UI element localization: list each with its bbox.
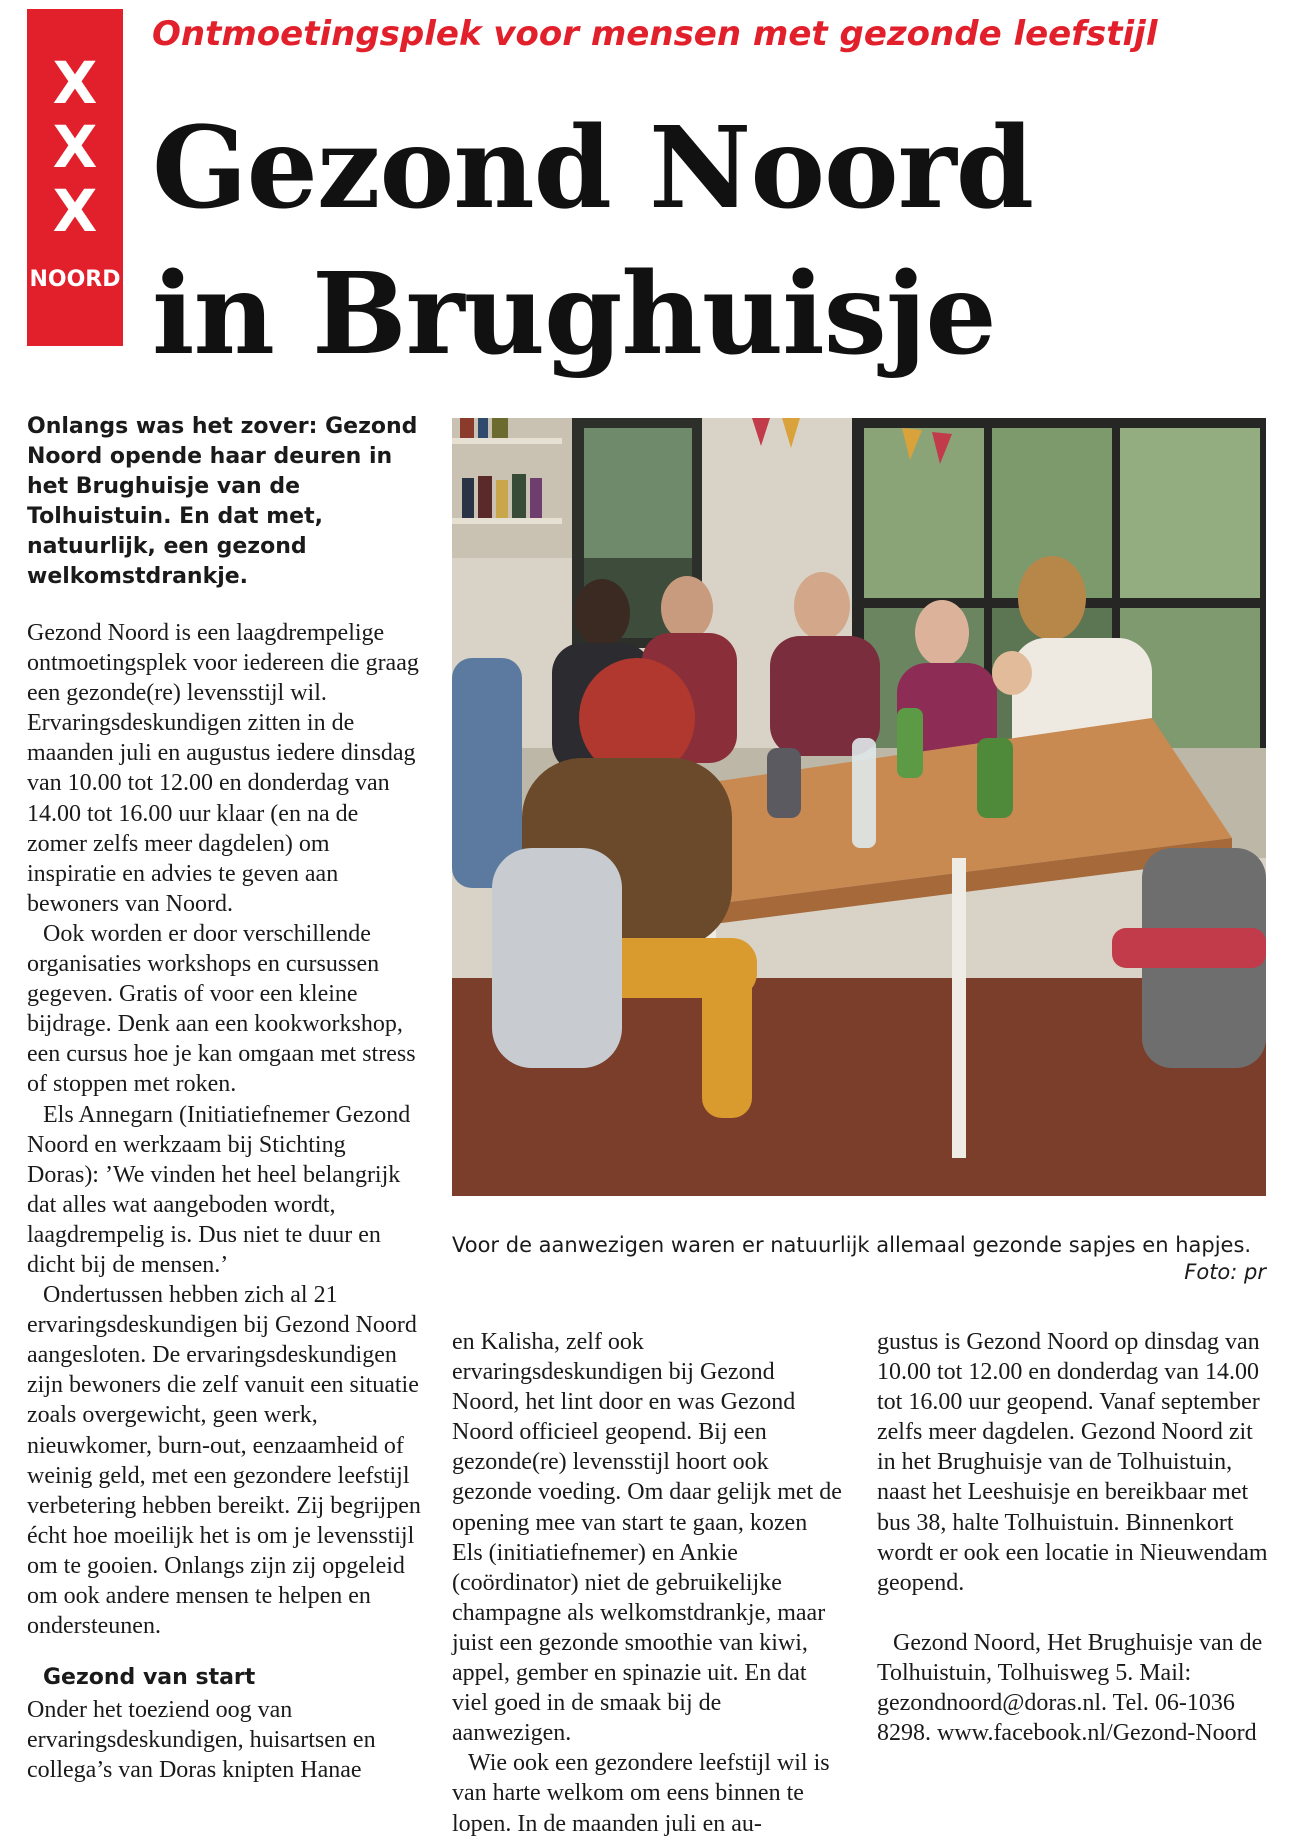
- article-column-3: [877, 1327, 1272, 1748]
- photo-credit: Foto: pr: [1184, 1260, 1266, 1284]
- logo-noord-label: NOORD: [29, 267, 121, 292]
- body-paragraph: Wie ook een gezondere leefstijl wil is van harte welkom om eens binnen te lopen. In de maanden juli en au-: [452, 1750, 830, 1837]
- headline: [152, 96, 1033, 388]
- logo-x-1: X: [52, 49, 98, 117]
- body-paragraph: Els Annegarn (Initiatiefnemer Gezond Noord en werkzaam bij Stichting Doras): ’We vinden het heel belangrijk dat alles wat aangeboden wordt, laagdrempelig is. Dus niet te duur en dicht bij de mensen.’: [27, 1101, 411, 1278]
- body-paragraph: en Kalisha, zelf ook ervaringsdeskundigen bij Gezond Noord, het lint door en was Gezond Noord officieel geopend. Bij een gezonde(re) levensstijl hoort ook gezonde voeding. Om daar gelijk met de opening mee van start te gaan, kozen Els (initiatiefnemer) en Ankie (coördinator) niet de gebruikelijke champagne als welkomstdrankje, maar juist een gezonde smoothie van kiwi, appel, gember en spinazie uit. En dat viel goed in de smaak bij de aanwezigen.: [452, 1329, 842, 1747]
- body-paragraph: gustus is Gezond Noord op dinsdag van 10.00 tot 12.00 en donderdag van 14.00 tot 16.00 uur geopend. Vanaf september zelfs meer dagdelen. Gezond Noord zit in het Brughuisje van de Tolhuistuin, naast het Leeshuisje en bereikbaar met bus 38, halte Tolhuistuin. Binnenkort wordt er ook een locatie in Nieuwendam geopend.: [877, 1329, 1268, 1596]
- body-paragraph: Ook worden er door verschillende organisaties workshops en cursussen gegeven. Gratis of voor een kleine bijdrage. Denk aan een kookworkshop, een cursus hoe je kan omgaan met stress of stoppen met roken.: [27, 920, 416, 1098]
- article-photo: [452, 418, 1266, 1196]
- photo-caption: Voor de aanwezigen waren er natuurlijk allemaal gezonde sapjes en hapjes.: [452, 1233, 1252, 1257]
- lead-paragraph: Onlangs was het zover: Gezond Noord opende haar deuren in het Brughuisje van de Tolhuistuin. En dat met, natuurlijk, een gezond welkomstdrankje.: [27, 414, 418, 589]
- xxx-noord-logo: [27, 9, 123, 346]
- article-column-2: [452, 1327, 842, 1839]
- kicker: Ontmoetingsplek voor mensen met gezonde leefstijl: [152, 14, 1158, 54]
- logo-x-3: X: [52, 177, 98, 245]
- body-paragraph: Onder het toeziend oog van ervaringsdeskundigen, huisartsen en collega’s van Doras knipten Hanae: [27, 1697, 376, 1784]
- body-paragraph: Gezond Noord is een laagdrempelige ontmoetingsplek voor iedereen die graag een gezonde(re) levensstijl wil. Ervaringsdeskundigen zitten in de maanden juli en augustus iedere dinsdag van 10.00 tot 12.00 en donderdag van 14.00 tot 16.00 uur klaar (en na de zomer zelfs meer dagdelen) om inspiratie en advies te geven aan bewoners van Noord.: [27, 620, 419, 917]
- photo-illustration: [452, 418, 1266, 1196]
- subheading: Gezond van start: [43, 1665, 256, 1691]
- logo-x-2: X: [52, 113, 98, 181]
- contact-info: Gezond Noord, Het Brughuisje van de Tolhuistuin, Tolhuisweg 5. Mail: gezondnoord@doras.nl. Tel. 06-1036 8298. www.facebook.nl/Gezond-Noord: [877, 1629, 1263, 1747]
- headline-line-1: Gezond Noord: [152, 103, 1034, 234]
- article-column-1: [27, 412, 422, 1786]
- headline-line-2: in Brughuisje: [152, 249, 996, 380]
- body-paragraph: Ondertussen hebben zich al 21 ervaringsdeskundigen bij Gezond Noord aangesloten. De ervaringsdeskundigen zijn bewoners die zelf vanuit een situatie zoals overgewicht, geen werk, nieuwkomer, burn-out, eenzaamheid of weinig geld, met een gezondere leefstijl verbetering hebben bereikt. Zij begrijpen écht hoe moeilijk het is om je levensstijl om te gooien. Onlangs zijn zij opgeleid om ook andere mensen te helpen en ondersteunen.: [27, 1282, 421, 1640]
